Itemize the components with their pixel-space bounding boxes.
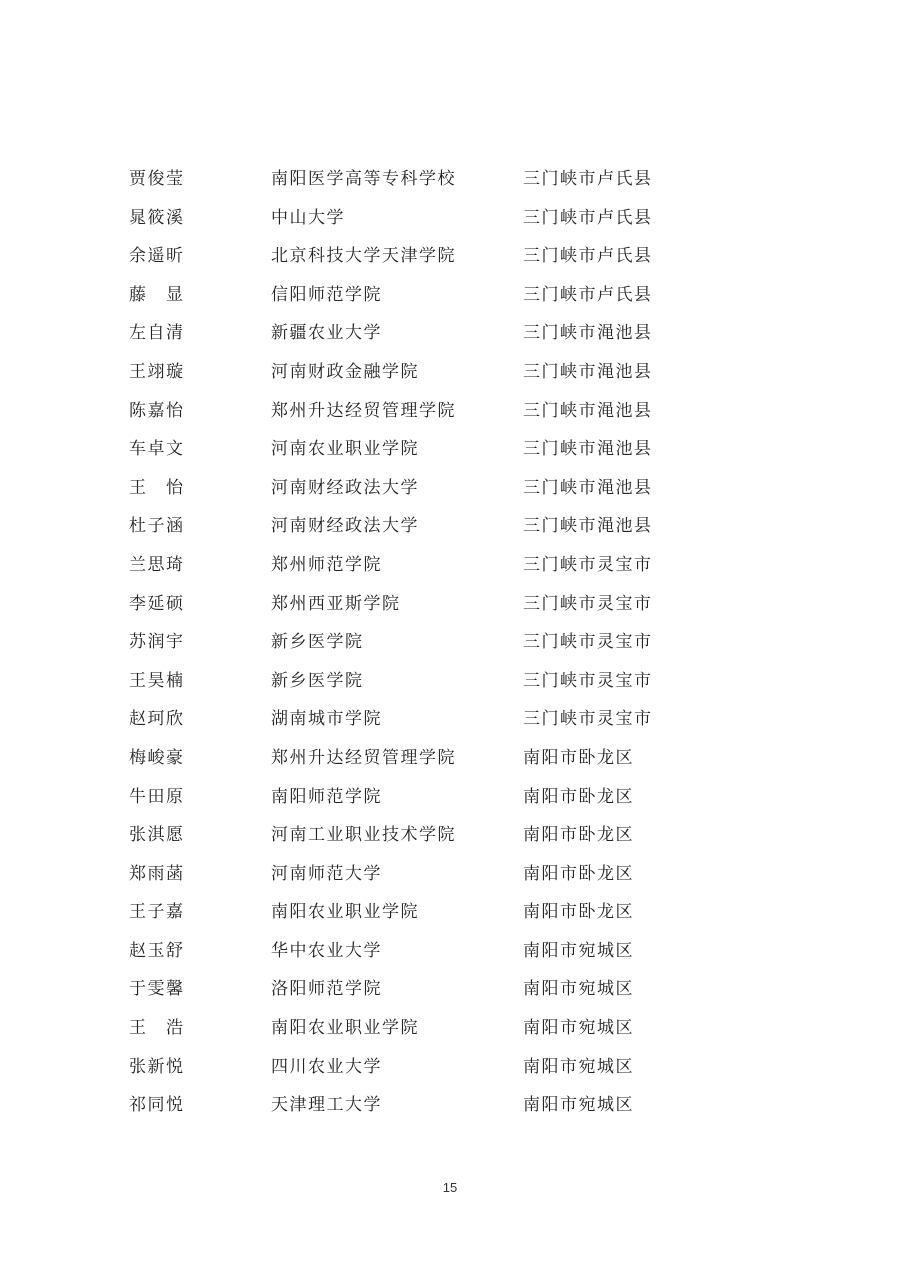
school-name: 四川农业大学 bbox=[271, 1056, 382, 1077]
region-name: 三门峡市灵宝市 bbox=[523, 632, 653, 653]
person-name: 李延硕 bbox=[129, 593, 185, 614]
roster-row bbox=[0, 1048, 900, 1087]
roster-row bbox=[0, 469, 900, 508]
person-name: 王子嘉 bbox=[129, 902, 185, 923]
region-name: 三门峡市卢氏县 bbox=[523, 207, 653, 228]
roster-row bbox=[0, 160, 900, 199]
school-name: 湖南城市学院 bbox=[271, 709, 382, 730]
region-name: 三门峡市渑池县 bbox=[523, 477, 653, 498]
school-name: 南阳医学高等专科学校 bbox=[271, 169, 456, 189]
school-name: 华中农业大学 bbox=[271, 940, 382, 961]
region-name: 三门峡市灵宝市 bbox=[523, 709, 653, 730]
region-name: 三门峡市卢氏县 bbox=[523, 246, 653, 267]
person-name: 牛田原 bbox=[129, 786, 185, 807]
school-name: 郑州升达经贸管理学院 bbox=[271, 747, 456, 768]
region-name: 南阳市宛城区 bbox=[523, 940, 634, 961]
roster-row bbox=[0, 353, 900, 392]
school-name: 天津理工大学 bbox=[271, 1095, 382, 1116]
person-name: 王翊璇 bbox=[129, 361, 185, 382]
person-name: 贾俊莹 bbox=[129, 169, 185, 189]
person-name: 祁同悦 bbox=[129, 1095, 185, 1116]
school-name: 河南农业职业学院 bbox=[271, 439, 419, 460]
person-name: 余遥昕 bbox=[129, 246, 185, 267]
region-name: 南阳市卧龙区 bbox=[523, 747, 634, 768]
person-name: 王昊楠 bbox=[129, 670, 185, 691]
person-name: 晁筱溪 bbox=[129, 207, 185, 228]
school-name: 洛阳师范学院 bbox=[271, 979, 382, 1000]
region-name: 三门峡市卢氏县 bbox=[523, 284, 653, 305]
roster-row bbox=[0, 893, 900, 932]
region-name: 南阳市卧龙区 bbox=[523, 825, 634, 846]
person-name: 兰思琦 bbox=[129, 554, 185, 575]
region-name: 三门峡市渑池县 bbox=[523, 400, 653, 421]
school-name: 新乡医学院 bbox=[271, 670, 364, 691]
roster-list bbox=[0, 160, 900, 1125]
person-name: 王 怡 bbox=[129, 477, 185, 498]
region-name: 南阳市卧龙区 bbox=[523, 902, 634, 923]
region-name: 南阳市宛城区 bbox=[523, 979, 634, 1000]
person-name: 赵玉舒 bbox=[129, 940, 185, 961]
roster-row bbox=[0, 739, 900, 778]
roster-row bbox=[0, 1009, 900, 1048]
person-name: 赵珂欣 bbox=[129, 709, 185, 730]
region-name: 三门峡市渑池县 bbox=[523, 516, 653, 537]
region-name: 南阳市宛城区 bbox=[523, 1018, 634, 1039]
roster-row bbox=[0, 585, 900, 624]
school-name: 河南财经政法大学 bbox=[271, 477, 419, 498]
school-name: 南阳农业职业学院 bbox=[271, 902, 419, 923]
region-name: 南阳市卧龙区 bbox=[523, 863, 634, 884]
region-name: 南阳市卧龙区 bbox=[523, 786, 634, 807]
person-name: 张新悦 bbox=[129, 1056, 185, 1077]
roster-row bbox=[0, 662, 900, 701]
school-name: 北京科技大学天津学院 bbox=[271, 246, 456, 267]
roster-row bbox=[0, 700, 900, 739]
school-name: 河南工业职业技术学院 bbox=[271, 825, 456, 846]
school-name: 河南师范大学 bbox=[271, 863, 382, 884]
roster-row bbox=[0, 855, 900, 894]
school-name: 新乡医学院 bbox=[271, 632, 364, 653]
roster-row bbox=[0, 430, 900, 469]
roster-row bbox=[0, 237, 900, 276]
roster-row bbox=[0, 546, 900, 585]
region-name: 三门峡市灵宝市 bbox=[523, 670, 653, 691]
school-name: 郑州师范学院 bbox=[271, 554, 382, 575]
person-name: 杜子涵 bbox=[129, 516, 185, 537]
region-name: 三门峡市渑池县 bbox=[523, 439, 653, 460]
region-name: 南阳市宛城区 bbox=[523, 1056, 634, 1077]
person-name: 藤 显 bbox=[129, 284, 185, 305]
region-name: 南阳市宛城区 bbox=[523, 1095, 634, 1116]
person-name: 陈嘉怡 bbox=[129, 400, 185, 421]
person-name: 张淇愿 bbox=[129, 825, 185, 846]
school-name: 郑州西亚斯学院 bbox=[271, 593, 401, 614]
region-name: 三门峡市渑池县 bbox=[523, 361, 653, 382]
school-name: 河南财经政法大学 bbox=[271, 516, 419, 537]
person-name: 梅峻豪 bbox=[129, 747, 185, 768]
roster-row bbox=[0, 199, 900, 238]
school-name: 信阳师范学院 bbox=[271, 284, 382, 305]
roster-row bbox=[0, 970, 900, 1009]
roster-row bbox=[0, 314, 900, 353]
person-name: 左自清 bbox=[129, 323, 185, 344]
page-number: 15 bbox=[442, 1180, 458, 1195]
roster-row bbox=[0, 507, 900, 546]
roster-row bbox=[0, 816, 900, 855]
school-name: 新疆农业大学 bbox=[271, 323, 382, 344]
roster-row bbox=[0, 1086, 900, 1125]
person-name: 于雯馨 bbox=[129, 979, 185, 1000]
person-name: 车卓文 bbox=[129, 439, 185, 460]
school-name: 河南财政金融学院 bbox=[271, 361, 419, 382]
region-name: 三门峡市灵宝市 bbox=[523, 593, 653, 614]
school-name: 郑州升达经贸管理学院 bbox=[271, 400, 456, 421]
school-name: 南阳师范学院 bbox=[271, 786, 382, 807]
roster-row bbox=[0, 276, 900, 315]
roster-row bbox=[0, 623, 900, 662]
person-name: 郑雨菡 bbox=[129, 863, 185, 884]
person-name: 苏润宇 bbox=[129, 632, 185, 653]
school-name: 中山大学 bbox=[271, 207, 345, 228]
person-name: 王 浩 bbox=[129, 1018, 185, 1039]
region-name: 三门峡市卢氏县 bbox=[523, 169, 653, 189]
roster-row bbox=[0, 778, 900, 817]
roster-row bbox=[0, 392, 900, 431]
region-name: 三门峡市渑池县 bbox=[523, 323, 653, 344]
school-name: 南阳农业职业学院 bbox=[271, 1018, 419, 1039]
roster-row bbox=[0, 932, 900, 971]
region-name: 三门峡市灵宝市 bbox=[523, 554, 653, 575]
